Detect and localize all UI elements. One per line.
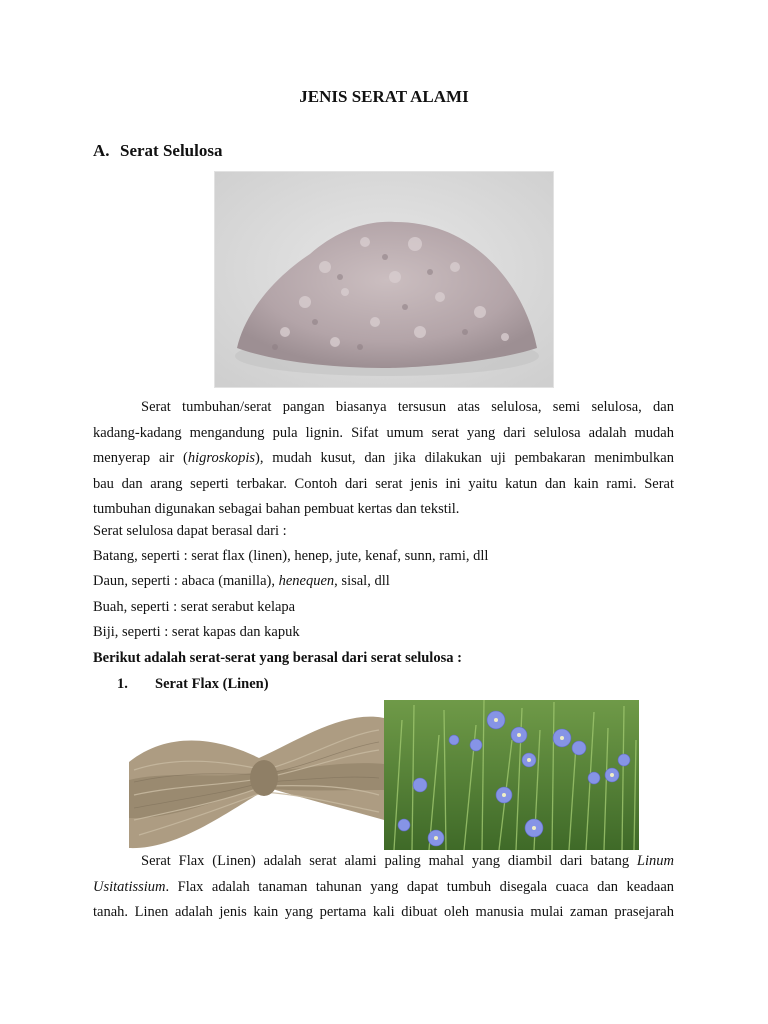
text-run: Daun, seperti : abaca (manilla), bbox=[93, 573, 279, 589]
source-biji: Biji, seperti : serat kapas dan kapuk bbox=[93, 624, 300, 640]
section-title: Serat Selulosa bbox=[120, 141, 223, 160]
text-run: . Flax adalah tanaman tahunan yang dapat tumbuh disegala cuaca dan keadaan bbox=[165, 878, 674, 895]
cellulose-fiber-image bbox=[214, 171, 554, 388]
flax-plant-image bbox=[384, 700, 639, 850]
paragraph-line bbox=[93, 875, 674, 901]
paragraph-line bbox=[93, 849, 674, 875]
italic-term: higroskopis bbox=[187, 450, 255, 466]
source-daun bbox=[93, 573, 390, 590]
text-run: menyerap air ( bbox=[93, 450, 188, 466]
paragraph-line: tanah. Linen adalah jenis kain yang pertama kali dibuat oleh manusia mulai zaman prasejarah bbox=[93, 904, 674, 920]
source-buah: Buah, seperti : serat serabut kelapa bbox=[93, 599, 296, 615]
italic-term: Usitatissium bbox=[93, 878, 166, 895]
section-heading-a bbox=[93, 141, 222, 161]
flax-fiber-image bbox=[129, 700, 384, 850]
paragraph-line: tumbuhan digunakan sebagai bahan pembuat kertas dan tekstil. bbox=[93, 501, 460, 517]
cellulose-paragraph bbox=[93, 395, 674, 523]
italic-term: henequen bbox=[278, 573, 335, 589]
flax-paragraph bbox=[93, 849, 674, 926]
italic-term: Linum bbox=[636, 853, 674, 869]
text-run: ), mudah kusut, dan jika dilakukan uji pembakaran menimbulkan bbox=[255, 450, 674, 466]
sources-intro: Serat selulosa dapat berasal dari : bbox=[93, 523, 287, 539]
source-batang: Batang, seperti : serat flax (linen), henep, jute, kenaf, sunn, rami, dll bbox=[93, 548, 489, 564]
text-run: Serat Flax (Linen) adalah serat alami paling mahal yang diambil dari batang bbox=[141, 853, 637, 869]
section-letter: A. bbox=[93, 141, 110, 160]
text-run: , sisal, dll bbox=[334, 573, 390, 589]
list-intro: Berikut adalah serat-serat yang berasal dari serat selulosa : bbox=[93, 650, 462, 666]
list-item-number: 1. bbox=[117, 676, 128, 692]
paragraph-line bbox=[93, 446, 674, 472]
paragraph-line: Serat tumbuhan/serat pangan biasanya tersusun atas selulosa, semi selulosa, dan bbox=[141, 399, 674, 415]
list-item-label: Serat Flax (Linen) bbox=[155, 676, 269, 692]
paragraph-line: kadang-kadang mengandung pula lignin. Sifat umum serat yang dari selulosa adalah mudah bbox=[93, 424, 674, 441]
page-title: JENIS SERAT ALAMI bbox=[299, 87, 469, 106]
paragraph-line: bau dan arang seperti terbakar. Contoh dari serat jenis ini yaitu katun dan kain rami. Serat bbox=[93, 475, 674, 492]
